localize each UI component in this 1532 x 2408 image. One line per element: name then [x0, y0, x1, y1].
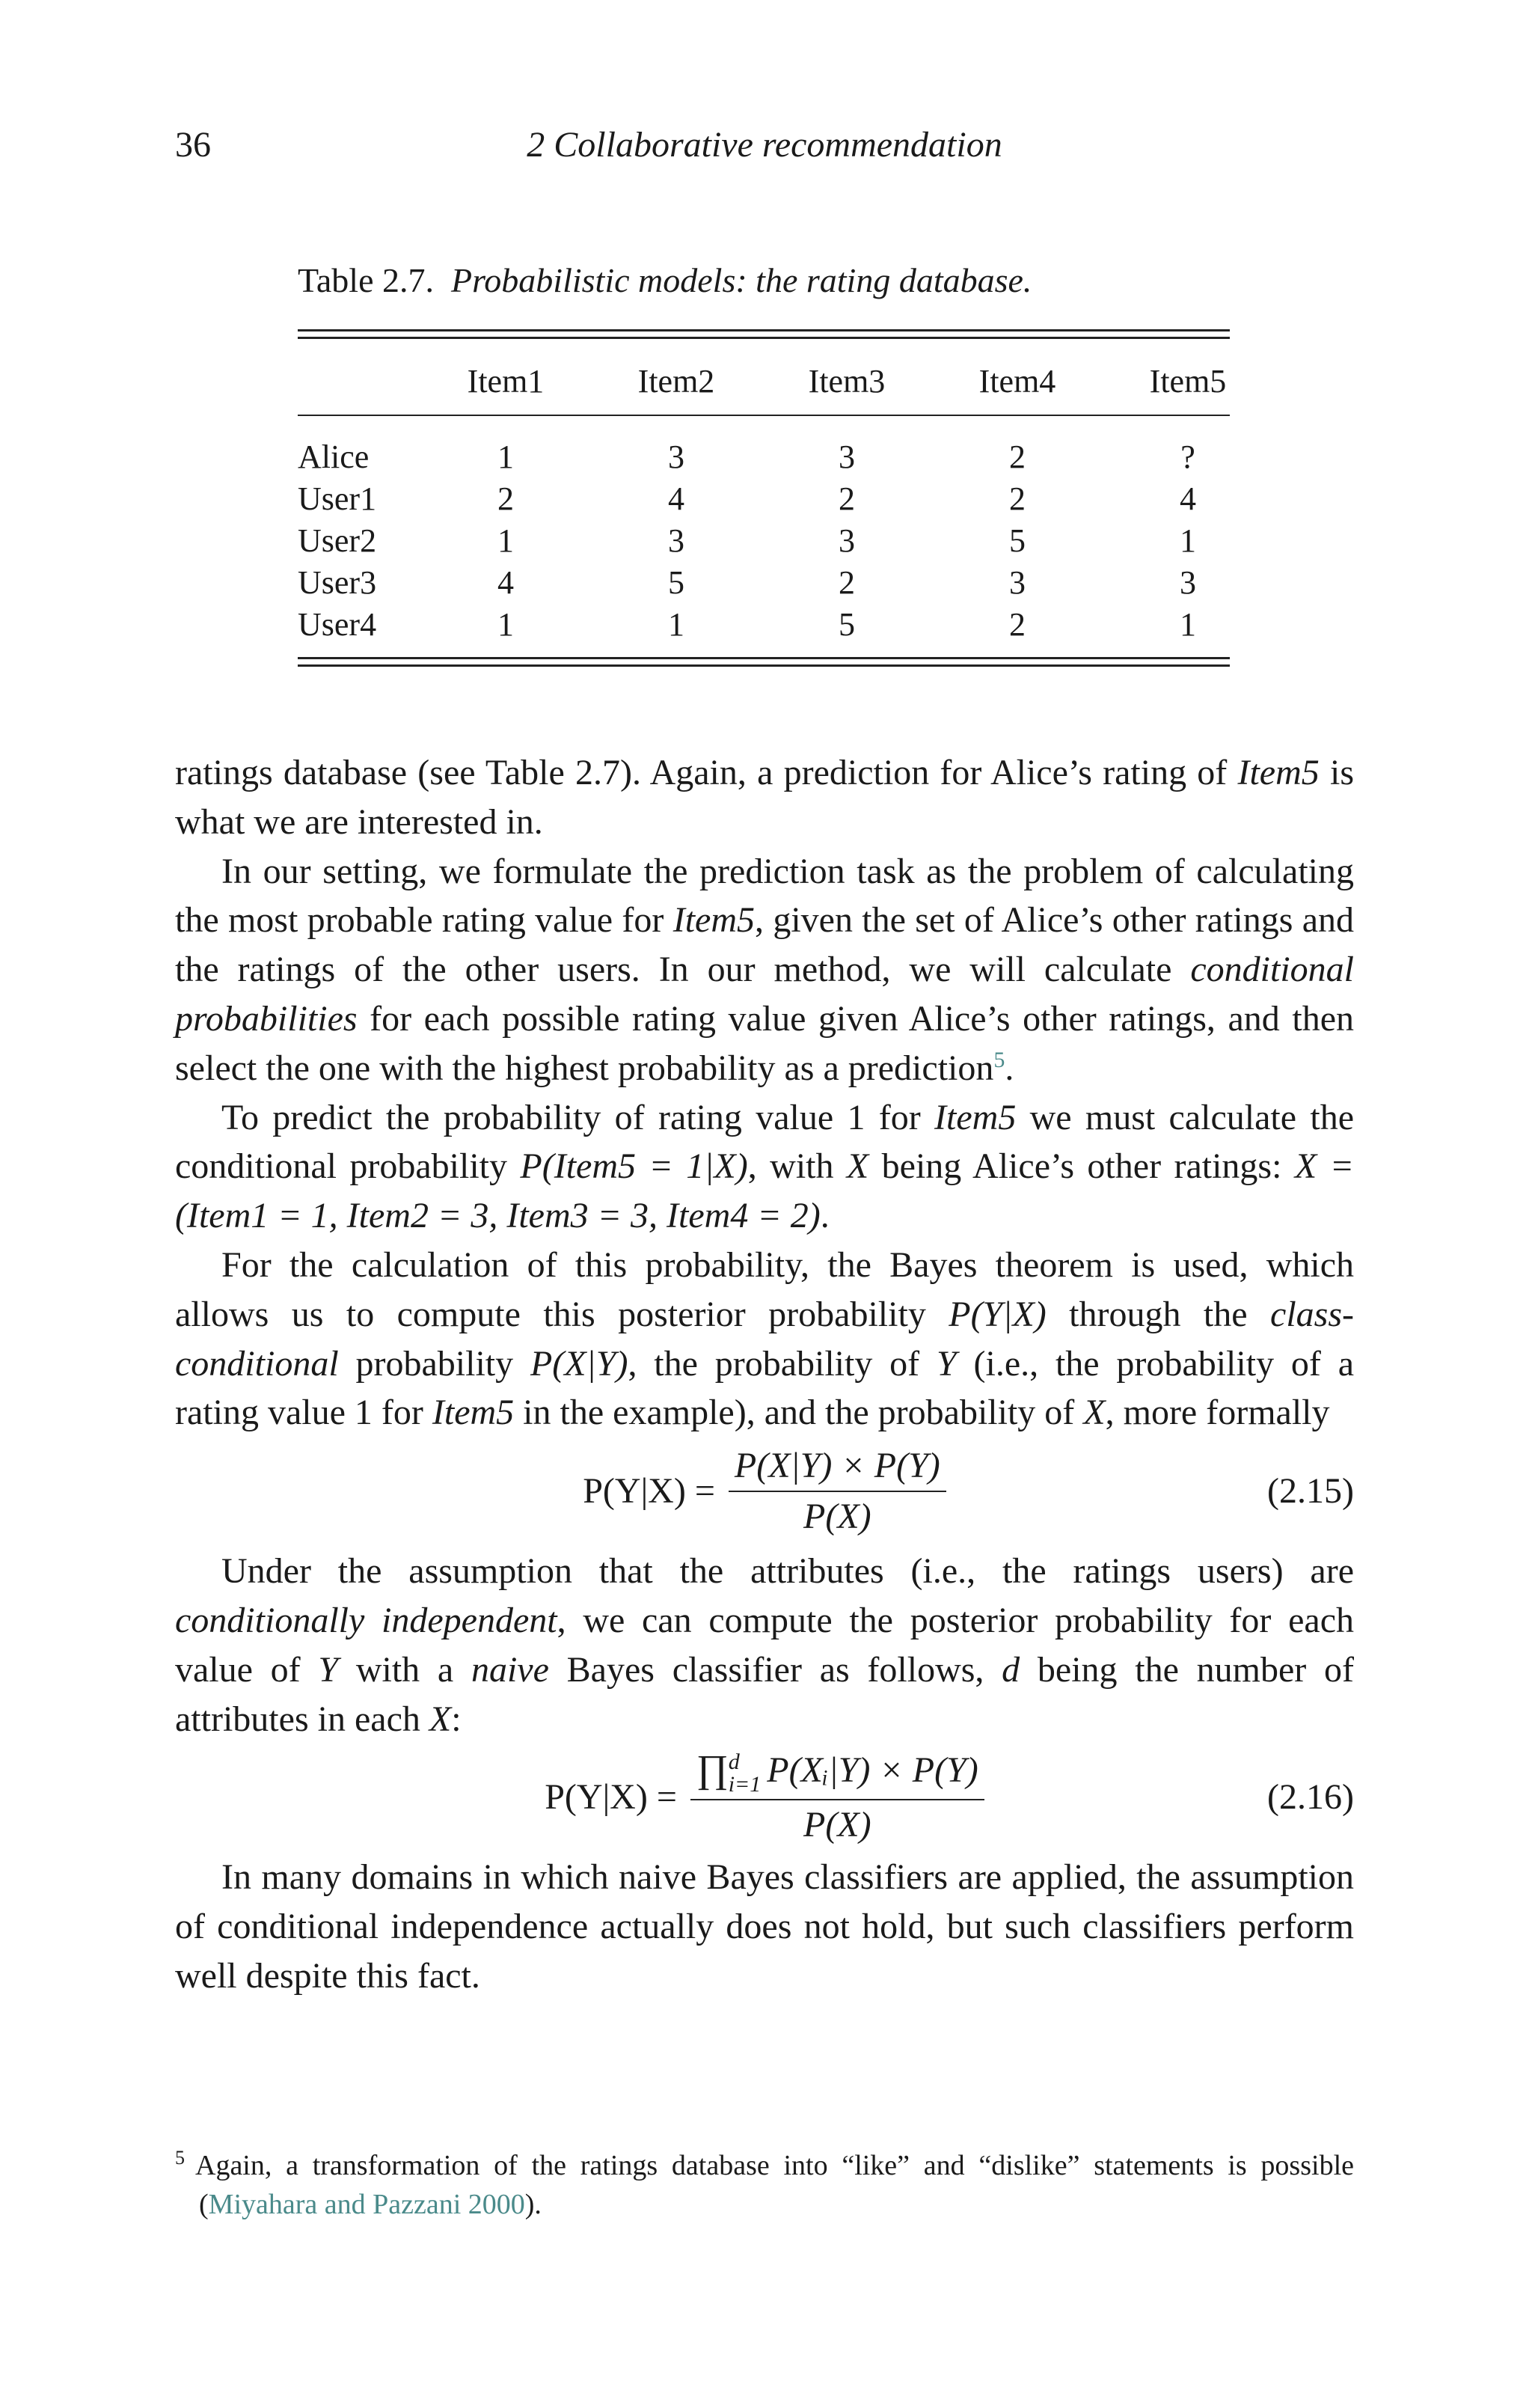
rating-table — [298, 438, 1230, 647]
table-row — [298, 438, 1230, 480]
table-mid-rule — [298, 415, 1230, 416]
eq1-lhs: P(Y|X) = — [583, 1471, 715, 1512]
table-cell: 1 — [668, 606, 684, 643]
table-cell: 3 — [1180, 564, 1196, 601]
table-cell: 3 — [839, 438, 855, 475]
table-cell: 2 — [497, 480, 514, 517]
table-cell: 4 — [1180, 480, 1196, 517]
page-header — [175, 124, 1354, 177]
table-bottom-rule-1 — [298, 657, 1230, 659]
paragraph-1: ratings database (see Table 2.7). Again, a prediction for Alice’s rating of Item5 is what we are interested in. — [175, 753, 1355, 842]
table-cell: 5 — [1009, 522, 1026, 559]
eq2-lhs: P(Y|X) = — [545, 1777, 677, 1818]
product-limits: d i=1 — [728, 1750, 762, 1797]
table-cell: 1 — [497, 606, 514, 643]
eq2-fraction — [690, 1748, 984, 1847]
table-cell: 3 — [839, 522, 855, 559]
table-cell: 1 — [1180, 606, 1196, 643]
table-cell: 2 — [1009, 480, 1026, 517]
table-cell: 2 — [839, 480, 855, 517]
body-text — [175, 748, 1354, 2001]
table-cell: 2 — [1009, 438, 1026, 475]
eq1-numerator: P(X|Y) × P(Y) — [729, 1444, 946, 1492]
table-cell: 1 — [497, 522, 514, 559]
table-cell: 3 — [1009, 564, 1026, 601]
table-caption — [298, 260, 1032, 300]
column-header-item2: Item2 — [637, 363, 715, 400]
table-cell: 4 — [497, 564, 514, 601]
running-head: 2 Collaborative recommendation — [527, 125, 1002, 165]
column-header-item4: Item4 — [978, 363, 1056, 400]
paragraph-2: In our setting, we formulate the prediction task as the problem of calculating the most probable rating value for Item5, given the set of Alice’s other ratings and the ratings of the other users. In our method, we will calculate conditional probabilities for each possible rating value given Alice’s other ratings, and then select the one with the highest probability as a prediction$^5$. — [175, 851, 1355, 1088]
eq2-denominator: P(X) — [803, 1805, 871, 1845]
table-cell: 2 — [839, 564, 855, 601]
table-top-rule-1 — [298, 329, 1230, 331]
eq1-fraction — [729, 1444, 946, 1538]
table-cell: 1 — [1180, 522, 1196, 559]
row-label: User3 — [298, 564, 377, 601]
product-symbol: ∏ — [696, 1748, 729, 1791]
table-top-rule-2 — [298, 337, 1230, 339]
footnote-5: $^5$ Again, a transformation of the ratings database into “like” and “dislike” statements is possible (Miyahara and Pazzani 2000). — [175, 2147, 1354, 2220]
paragraph-6: In many domains in which naive Bayes classifiers are applied, the assumption of conditional independence actually does not hold, but such classifiers perform well despite this fact. — [175, 1857, 1354, 1996]
eq2-numerator: ∏ d i=1 P(Xᵢ|Y) × P(Y) — [690, 1748, 984, 1800]
table-row — [298, 480, 1230, 522]
row-label: User1 — [298, 480, 377, 517]
row-label: User2 — [298, 522, 377, 559]
column-header-item3: Item3 — [808, 363, 886, 400]
page-number: 36 — [175, 125, 211, 165]
table-header — [298, 362, 1230, 404]
table-cell: 5 — [839, 606, 855, 643]
table-row — [298, 522, 1230, 563]
eq2-number: (2.16) — [1267, 1777, 1354, 1818]
footnote-ref-5[interactable]: 5 — [993, 1047, 1005, 1072]
table-row — [298, 605, 1230, 647]
table-cell: ? — [1180, 438, 1195, 475]
table-cell: 3 — [668, 438, 684, 475]
table-row — [298, 563, 1230, 605]
table-cell: 5 — [668, 564, 684, 601]
equation-2-16 — [175, 1747, 1354, 1848]
citation-link[interactable]: Miyahara and Pazzani 2000 — [208, 2189, 525, 2220]
column-header-item1: Item1 — [467, 363, 545, 400]
table-caption-label: Table 2.7. — [298, 261, 435, 299]
table-cell: 4 — [668, 480, 684, 517]
eq1-number: (2.15) — [1267, 1471, 1354, 1512]
eq1-denominator: P(X) — [803, 1497, 871, 1537]
table-cell: 2 — [1009, 606, 1026, 643]
table-bottom-rule-2 — [298, 664, 1230, 667]
table-caption-text: Probabilistic models: the rating database. — [451, 261, 1032, 299]
footnote-mark: 5 — [175, 2147, 185, 2169]
row-label: Alice — [298, 438, 370, 475]
equation-2-15 — [175, 1440, 1354, 1542]
paragraph-3: To predict the probability of rating value 1 for Item5 we must calculate the conditional probability P(Item5 = 1|X), with X being Alice’s other ratings: X = (Item1 = 1, Item2 = 3, Item3 = 3, Item4 = 2). — [175, 1097, 1354, 1236]
row-label: User4 — [298, 606, 377, 643]
column-header-item5: Item5 — [1149, 363, 1227, 400]
table-header-row — [298, 362, 1230, 404]
table-cell: 3 — [668, 522, 684, 559]
table-cell: 1 — [497, 438, 514, 475]
paragraph-5: Under the assumption that the attributes (i.e., the ratings users) are conditionally independent, we can compute the posterior probability for each value of Y with a naive Bayes classifier as follows, d being the number of attributes in each X: — [175, 1551, 1355, 1739]
paragraph-4: For the calculation of this probability, the Bayes theorem is used, which allows us to compute this posterior probability P(Y|X) through the class-conditional probability P(X|Y), the probability of Y (i.e., the probability of a rating value 1 for Item5 in the example), and the probability of X, more formally — [175, 1244, 1355, 1433]
